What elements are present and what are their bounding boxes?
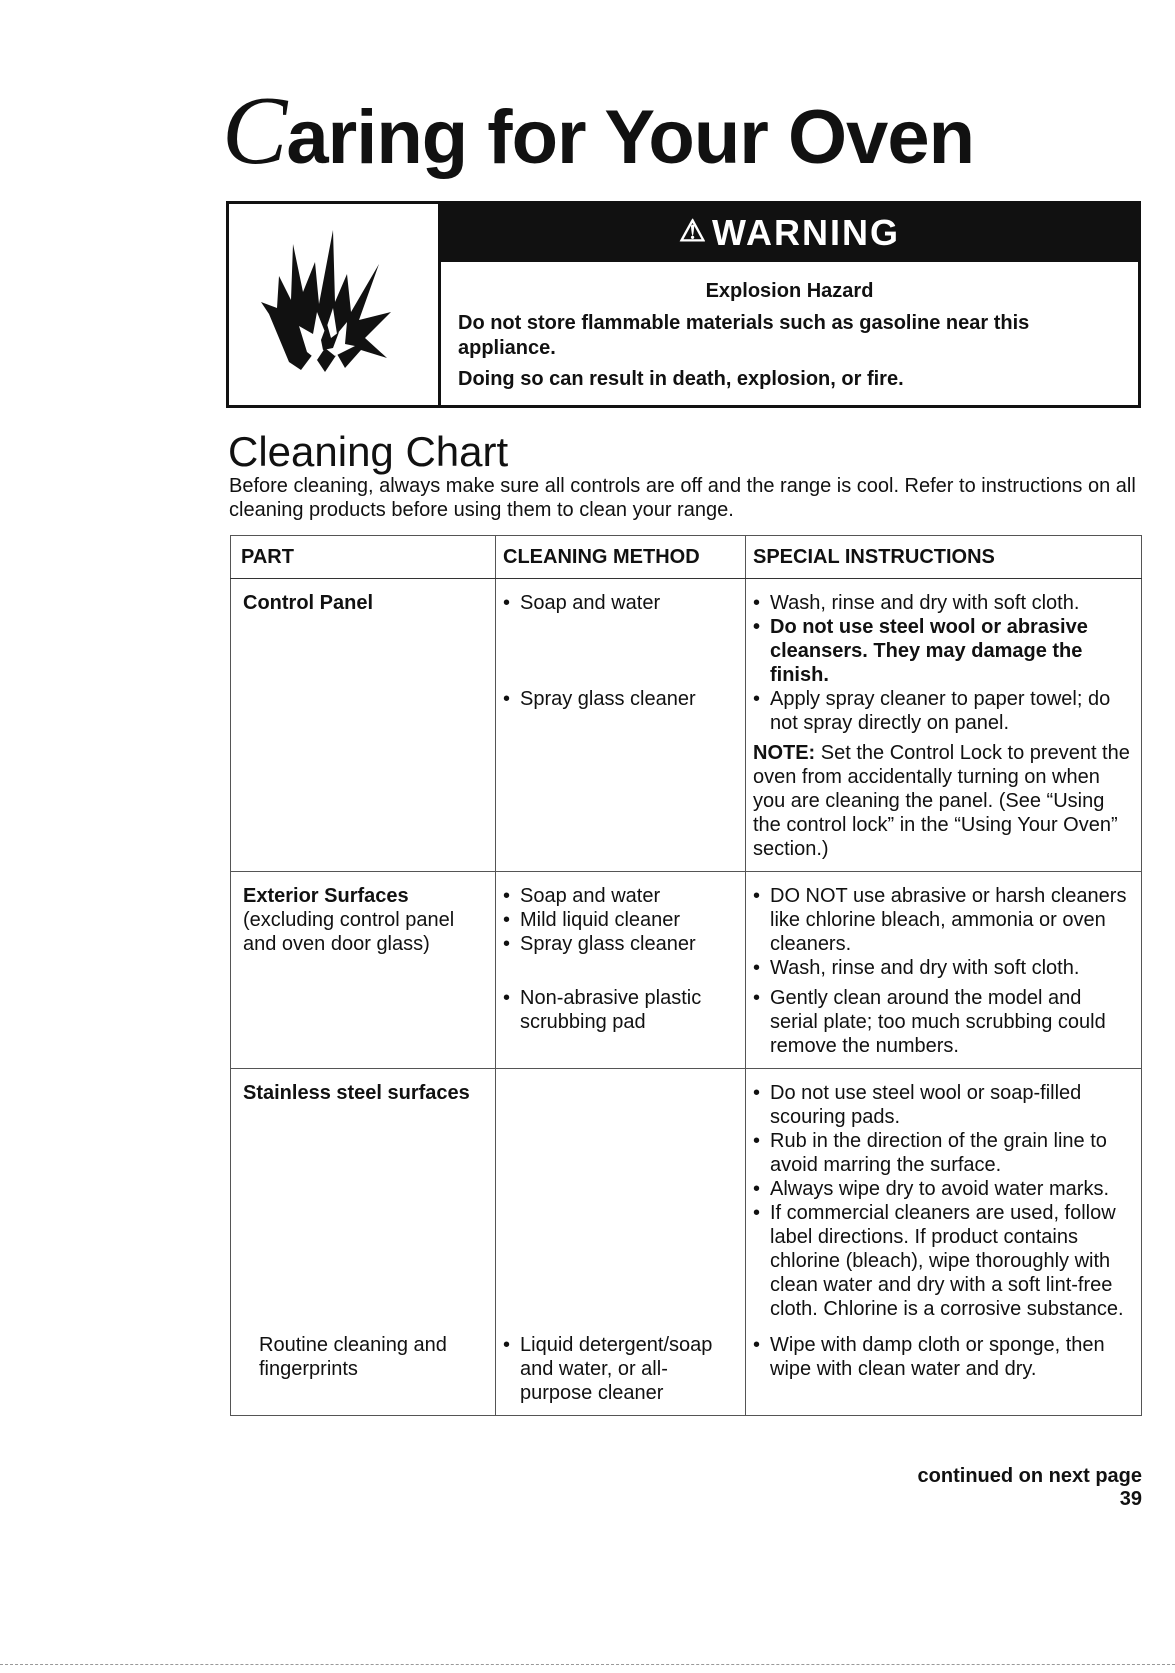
method-item: • Mild liquid cleaner (503, 909, 681, 931)
instruction-item: • Apply spray cleaner to paper towel; do not spray directly on panel. (753, 688, 1111, 734)
note-block (753, 741, 1133, 861)
table-row (231, 1069, 1142, 1332)
header-part: PART (231, 536, 496, 579)
warning-banner-text: WARNING (711, 212, 900, 253)
sub-part-name: Routine cleaning and fingerprints (259, 1334, 447, 1380)
title-text: aring for Your Oven (286, 95, 975, 180)
table-row (231, 1331, 1142, 1416)
warning-line-2: Doing so can result in death, explosion, or fire. (458, 368, 904, 390)
instruction-item: • Do not use steel wool or soap-filled scouring pads. (753, 1082, 1082, 1128)
part-cell (231, 579, 496, 872)
method-item: • Spray glass cleaner (503, 688, 696, 710)
instructions-cell (746, 1069, 1142, 1332)
continued-note: continued on next page (917, 1465, 1142, 1487)
instruction-item: • If commercial cleaners are used, follow label directions. If product contains chlorine (bleach), wipe thoroughly with clean water and dry with a soft lint-free cloth. Chlorine is a corrosive substance. (753, 1202, 1124, 1320)
warning-banner (441, 204, 1138, 262)
warning-content (438, 204, 1138, 405)
instruction-item: • Gently clean around the model and serial plate; too much scrubbing could remove the numbers. (753, 987, 1106, 1057)
instructions-cell (746, 872, 1142, 1069)
instruction-item: • Wipe with damp cloth or sponge, then wipe with clean water and dry. (753, 1334, 1105, 1380)
method-cell (496, 872, 746, 1069)
intro-text: Before cleaning, always make sure all controls are off and the range is cool. Refer to instructions on all cleaning products before using them to clean your range. (229, 475, 1136, 521)
instruction-item: • Rub in the direction of the grain line to avoid marring the surface. (753, 1130, 1107, 1176)
part-name: Exterior Surfaces (243, 885, 409, 907)
warning-triangle-icon: ⚠ (679, 214, 708, 248)
method-item: • Soap and water (503, 592, 661, 614)
instruction-item: • Wash, rinse and dry with soft cloth. (753, 957, 1080, 979)
table-row (231, 579, 1142, 872)
method-item: • Liquid detergent/soap and water, or all-purpose cleaner (503, 1334, 713, 1404)
warning-line-1: Do not store flammable materials such as gasoline near this appliance. (458, 312, 1030, 359)
note-text: Set the Control Lock to prevent the oven from accidentally turning on when you are cleaning the panel. (See “Using the control lock” in the “Using Your Oven” section.) (753, 742, 1130, 860)
part-name: Control Panel (243, 592, 374, 614)
part-cell (231, 872, 496, 1069)
footer-rule (0, 1664, 1175, 1665)
instruction-item: • DO NOT use abrasive or harsh cleaners like chlorine bleach, ammonia or oven cleaners. (753, 885, 1127, 955)
instruction-item: • Wash, rinse and dry with soft cloth. (753, 592, 1080, 614)
method-item: • Spray glass cleaner (503, 933, 696, 955)
header-cleaning-method: CLEANING METHOD (496, 536, 746, 579)
header-special-instructions: SPECIAL INSTRUCTIONS (746, 536, 1142, 579)
explosion-icon (229, 204, 438, 405)
method-cell (496, 579, 746, 872)
part-name: Stainless steel surfaces (243, 1082, 470, 1104)
method-cell (496, 1331, 746, 1416)
table-header-row (231, 536, 1142, 579)
note-label: NOTE: (753, 742, 816, 764)
table-row (231, 872, 1142, 1069)
method-cell (496, 1069, 746, 1332)
part-cell (231, 1069, 496, 1332)
warning-text (441, 311, 1138, 392)
page-number: 39 (1119, 1488, 1142, 1510)
title-initial: C (222, 77, 287, 185)
part-note: (excluding control panel and oven door glass) (243, 909, 455, 955)
part-cell (231, 1331, 496, 1416)
instruction-item: • Do not use steel wool or abrasive cleansers. They may damage the finish. (753, 616, 1088, 686)
cleaning-chart-table (230, 535, 1142, 1416)
instruction-item: • Always wipe dry to avoid water marks. (753, 1178, 1110, 1200)
section-title: Cleaning Chart (228, 428, 509, 475)
hazard-title: Explosion Hazard (705, 280, 874, 302)
method-item: • Non-abrasive plastic scrubbing pad (503, 987, 702, 1033)
instructions-cell (746, 579, 1142, 872)
warning-box (226, 201, 1141, 408)
method-item: • Soap and water (503, 885, 661, 907)
warning-icon-cell (229, 204, 438, 405)
instructions-cell (746, 1331, 1142, 1416)
page-title (222, 75, 974, 187)
